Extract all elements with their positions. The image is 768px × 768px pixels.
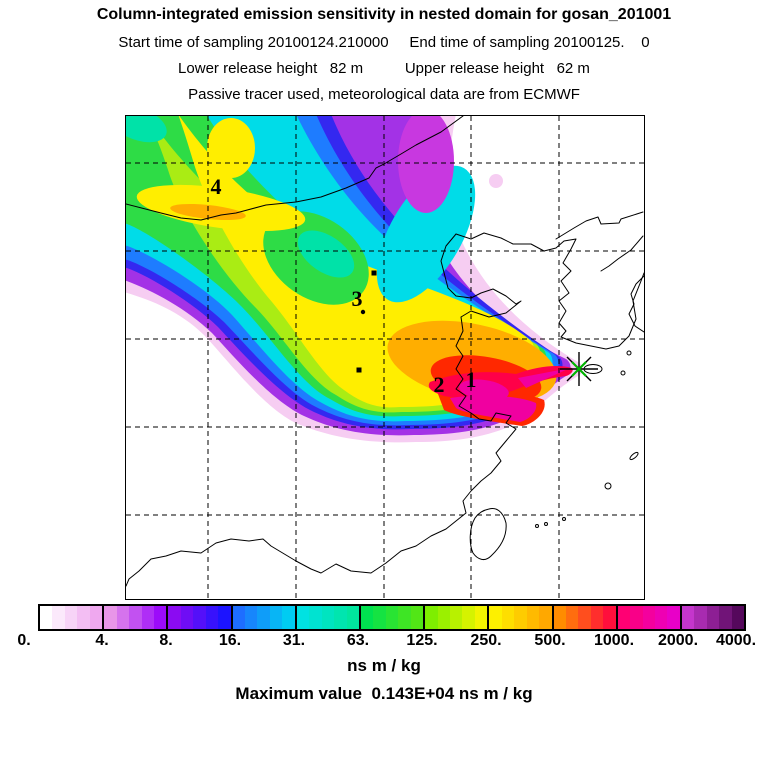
colorbar-cell	[425, 606, 437, 629]
colorbar-segment	[489, 606, 553, 629]
colorbar-cell	[386, 606, 398, 629]
colorbar-cell	[682, 606, 694, 629]
colorbar-tick-label: 31.	[282, 632, 306, 649]
colorbar-cell	[643, 606, 655, 629]
colorbar-cell	[245, 606, 257, 629]
colorbar-segment	[618, 606, 682, 629]
colorbar-cell	[334, 606, 346, 629]
colorbar-cell	[719, 606, 731, 629]
colorbar-segment	[425, 606, 489, 629]
colorbar-cell	[373, 606, 385, 629]
colorbar-tick-label: 500.	[534, 632, 566, 649]
colorbar-ticks	[0, 632, 768, 652]
map-panel	[125, 115, 645, 600]
colorbar-cell	[129, 606, 141, 629]
island-okinawa	[605, 483, 611, 489]
colorbar-cell	[732, 606, 744, 629]
colorbar-tick-label: 4000.	[715, 632, 757, 649]
colorbar-cell	[667, 606, 679, 629]
colorbar-tick-label: 63.	[346, 632, 370, 649]
colorbar-cell	[193, 606, 205, 629]
colorbar-cell	[218, 606, 230, 629]
plume-contours	[126, 116, 582, 442]
colorbar-cell	[475, 606, 487, 629]
colorbar-cell	[270, 606, 282, 629]
island-taiwan	[470, 509, 506, 560]
point-label-4: 4	[210, 174, 222, 199]
map-canvas	[126, 116, 644, 599]
colorbar-tick-label: 125.	[406, 632, 438, 649]
colorbar-tick-label: 4.	[95, 632, 109, 649]
coast-kyushu	[629, 276, 644, 332]
colorbar-cell	[603, 606, 615, 629]
colorbar-cell	[514, 606, 526, 629]
colorbar-cell	[65, 606, 77, 629]
colorbar-cell	[554, 606, 566, 629]
colorbar-units: ns m / kg	[347, 656, 421, 675]
island-goto	[621, 371, 625, 375]
page-title: Column-integrated emission sensitivity in nested domain for gosan_201001	[96, 6, 672, 23]
colorbar-cell	[168, 606, 180, 629]
colorbar-cell	[90, 606, 102, 629]
colorbar-cell	[104, 606, 116, 629]
point-label-3: 3	[351, 286, 363, 311]
colorbar-tick-label: 0.	[17, 632, 31, 649]
colorbar-cell	[309, 606, 321, 629]
colorbar-cell	[578, 606, 590, 629]
colorbar-cell	[489, 606, 501, 629]
colorbar-cell	[40, 606, 52, 629]
colorbar-tick-label: 1000.	[593, 632, 635, 649]
coast-russia-ne	[556, 212, 643, 239]
colorbar-cell	[566, 606, 578, 629]
tracer-meteo-line: Passive tracer used, meteorological data are from ECMWF	[188, 86, 580, 103]
colorbar-cell	[539, 606, 551, 629]
colorbar-cell	[257, 606, 269, 629]
colorbar-cell	[655, 606, 667, 629]
colorbar-cell	[322, 606, 334, 629]
islet-1	[536, 525, 539, 528]
islet-3	[563, 518, 566, 521]
colorbar-segment	[682, 606, 744, 629]
colorbar-cell	[411, 606, 423, 629]
point-label-1: 1	[465, 367, 477, 392]
point-label-2: 2	[433, 372, 445, 397]
colorbar-segment	[104, 606, 168, 629]
colorbar-cell	[462, 606, 474, 629]
colorbar-cell	[347, 606, 359, 629]
marker-square-a	[372, 271, 377, 276]
colorbar-cell	[438, 606, 450, 629]
release-heights-line: Lower release height 82 m Upper release height 62 m	[178, 60, 590, 77]
marker-square-b	[357, 368, 362, 373]
colorbar-cell	[450, 606, 462, 629]
colorbar-cell	[618, 606, 630, 629]
colorbar-cell	[502, 606, 514, 629]
colorbar-cell	[233, 606, 245, 629]
colorbar-cell	[398, 606, 410, 629]
colorbar-cell	[297, 606, 309, 629]
colorbar-segment	[40, 606, 104, 629]
colorbar-cell	[694, 606, 706, 629]
colorbar-tick-label: 250.	[470, 632, 502, 649]
colorbar	[38, 604, 746, 631]
colorbar-cell	[52, 606, 64, 629]
colorbar-cell	[154, 606, 166, 629]
coast-tumen	[601, 236, 643, 271]
colorbar-tick-label: 8.	[159, 632, 173, 649]
colorbar-cell	[117, 606, 129, 629]
colorbar-segment	[297, 606, 361, 629]
colorbar-cell	[630, 606, 642, 629]
colorbar-segment	[554, 606, 618, 629]
island-tsushima	[627, 351, 631, 355]
colorbar-cell	[282, 606, 294, 629]
colorbar-tick-label: 16.	[218, 632, 242, 649]
islet-2	[545, 523, 548, 526]
colorbar-cell	[361, 606, 373, 629]
colorbar-segment	[233, 606, 297, 629]
colorbar-cell	[206, 606, 218, 629]
colorbar-cell	[707, 606, 719, 629]
colorbar-cell	[181, 606, 193, 629]
colorbar-cell	[527, 606, 539, 629]
max-value-label: Maximum value 0.143E+04 ns m / kg	[235, 684, 533, 703]
colorbar-cell	[591, 606, 603, 629]
island-ryukyu	[629, 451, 639, 460]
colorbar-segment	[361, 606, 425, 629]
colorbar-tick-label: 2000.	[657, 632, 699, 649]
colorbar-segment	[168, 606, 232, 629]
sampling-times-line: Start time of sampling 20100124.210000 End time of sampling 20100125. 0	[118, 34, 650, 51]
colorbar-cell	[142, 606, 154, 629]
colorbar-cell	[77, 606, 89, 629]
